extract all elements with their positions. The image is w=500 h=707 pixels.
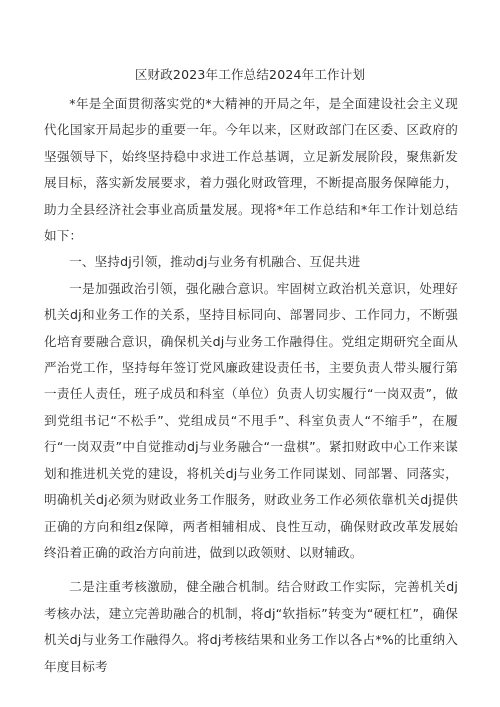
body-paragraph-2: 二是注重考核激励，健全融合机制。结合财政工作实际，完善机关dj考核办法，建立完善助融合的机制，将dj“软指标”转变为“硬杠杠”，确保机关dj与业务工作融得久。将dj考核结果和业务工作以各占*%的比重纳入年度目标考 [44, 579, 458, 674]
section-heading: 一、坚持dj引领，推动dj与业务有机融合、互促共进 [69, 254, 361, 270]
document-body [44, 91, 458, 680]
document-title: 区财政2023年工作总结2024年工作计划 [134, 67, 366, 82]
intro-paragraph: *年是全面贯彻落实党的*大精神的开局之年，是全面建设社会主义现代化国家开局起步的重要一年。今年以来，区财政部门在区委、区政府的坚强领导下，始终坚持稳中求进工作总基调，立足新发展阶段，聚焦新发展目标，落实新发展要求，着力强化财政管理，不断提高服务保障能力，助力全县经济社会事业高质量发展。现将*年工作总结和*年工作计划总结如下： [44, 96, 458, 244]
body-paragraph-1: 一是加强政治引领，强化融合意识。牢固树立政治机关意识，处理好机关dj和业务工作的关系，坚持目标同向、部署同步、工作同力，不断强化培育要融合意识，确保机关dj与业务工作融得住。党组定期研究全面从严治党工作，坚持每年签订党风廉政建设责任书，主要负责人带头履行第一责任人责任，班子成员和科室（单位）负责人切实履行“一岗双责”，做到党组书记“不松手”、党组成员“不甩手”、科室负责人“不缩手”，在履行“一岗双责”中自觉推动dj与业务融合“一盘棋”。紧扣财政中心工作来谋划和推进机关党的建设，将机关dj与业务工作同谋划、同部署、同落实，明确机关dj必须为财政业务工作服务，财政业务工作必须依靠机关dj提供正确的方向和组z保障，两者相辅相成、良性互动，确保财政改革发展始终沿着正确的政治方向前进，做到以政领财、以财辅政。 [44, 280, 458, 560]
